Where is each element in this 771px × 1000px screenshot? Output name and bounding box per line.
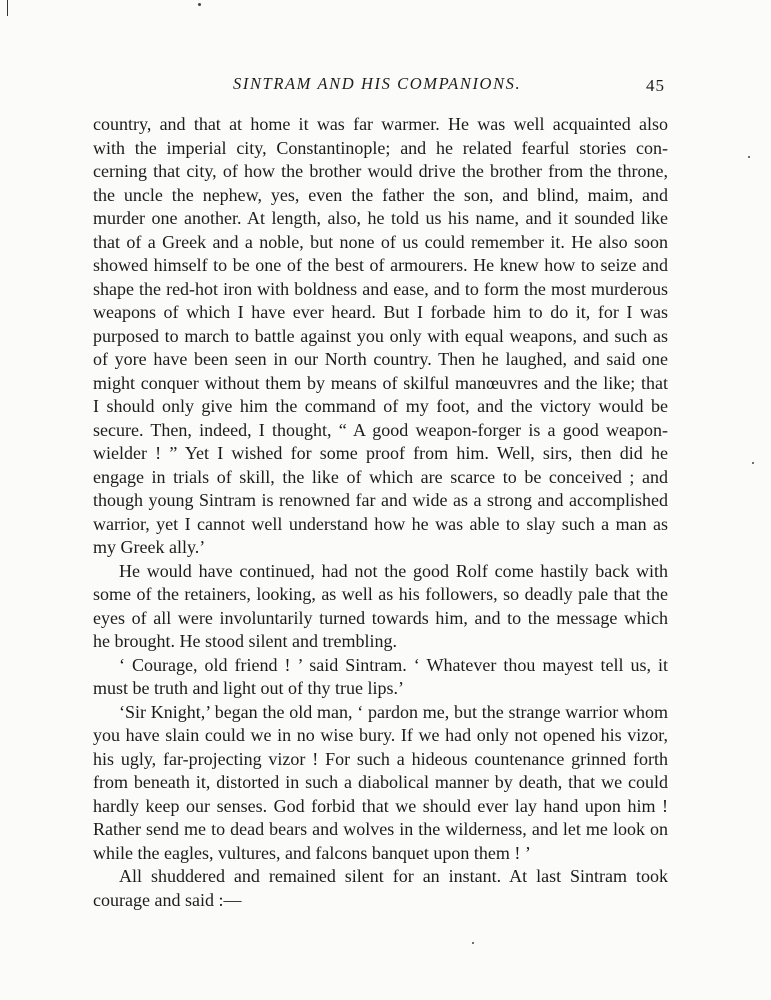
paragraph (93, 113, 668, 560)
text-line: my Greek ally.’ (93, 537, 206, 557)
text-line: while the eagles, vultures, and falcons banquet upon them ! ’ (93, 842, 531, 863)
text-line: ‘Sir Knight,’ began the old man, ‘ pardon me, but the strange warrior whom (119, 701, 668, 722)
paragraph (93, 701, 668, 866)
text-line: weapons of which I have ever heard. But I forbade him to do it, for I was (93, 302, 668, 322)
text-line: from beneath it, distorted in such a diabolical manner by death, that we could (93, 772, 668, 792)
page-number: 45 (646, 76, 665, 95)
text-line: eyes of all were involuntarily turned towards him, and to the message which (93, 607, 668, 628)
text-line: purposed to march to battle against you only with equal weapons, and such as (93, 325, 668, 346)
running-head (0, 70, 771, 100)
text-line: he brought. He stood silent and trembling. (93, 631, 397, 651)
text-line: that of a Greek and a noble, but none of us could remember it. He also soon (93, 231, 668, 252)
body-text (93, 113, 668, 912)
text-line: shape the red-hot iron with boldness and ease, and to form the most murderous (93, 278, 668, 299)
text-line: I should only give him the command of my foot, and the victory would be (93, 396, 668, 416)
running-title: SINTRAM AND HIS COMPANIONS. (233, 74, 522, 93)
scan-edge-mark (7, 0, 8, 16)
text-line: warrior, yet I cannot well understand how he was able to slay such a man as (93, 513, 668, 534)
text-line: showed himself to be one of the best of armourers. He knew how to seize and (93, 255, 668, 275)
text-line: courage and said :— (93, 889, 242, 910)
text-line: with the imperial city, Constantinople; and he related fearful stories con- (93, 137, 668, 158)
text-line: hardly keep our senses. God forbid that we should ever lay hand upon him ! (93, 795, 668, 816)
text-line: secure. Then, indeed, I thought, “ A good weapon-forger is a good weapon- (93, 419, 668, 440)
text-line: murder one another. At length, also, he told us his name, and it sounded like (93, 208, 668, 228)
text-line: wielder ! ” Yet I wished for some proof from him. Well, sirs, then did he (93, 443, 668, 463)
text-line: country, and that at home it was far warmer. He was well acquainted also (93, 114, 668, 134)
text-line: cerning that city, of how the brother would drive the brother from the throne, (93, 161, 668, 181)
text-line: might conquer without them by means of skilful manœuvres and the like; that (93, 372, 668, 393)
text-line: though young Sintram is renowned far and wide as a strong and accomplished (93, 490, 668, 510)
text-line: must be truth and light out of thy true lips.’ (93, 678, 404, 698)
text-line: you have slain could we in no wise bury. If we had only not opened his vizor, (93, 725, 668, 745)
paragraph (93, 654, 668, 701)
text-line: the uncle the nephew, yes, even the father the son, and blind, maim, and (93, 184, 668, 205)
text-line: All shuddered and remained silent for an instant. At last Sintram took (119, 866, 668, 886)
text-line: He would have continued, had not the good Rolf come hastily back with (119, 560, 668, 581)
text-line: Rather send me to dead bears and wolves in the wilderness, and let me look on (93, 819, 668, 839)
text-line: some of the retainers, looking, as well as his followers, so deadly pale that the (93, 584, 668, 604)
paragraph (93, 560, 668, 654)
paragraph (93, 865, 668, 912)
text-line: his ugly, far-projecting vizor ! For such a hideous countenance grinned forth (93, 748, 668, 769)
text-line: of yore have been seen in our North country. Then he laughed, and said one (93, 349, 668, 369)
text-line: ‘ Courage, old friend ! ’ said Sintram. ‘ Whatever thou mayest tell us, it (119, 654, 668, 675)
text-line: engage in trials of skill, the like of which are scarce to be conceived ; and (93, 466, 668, 487)
